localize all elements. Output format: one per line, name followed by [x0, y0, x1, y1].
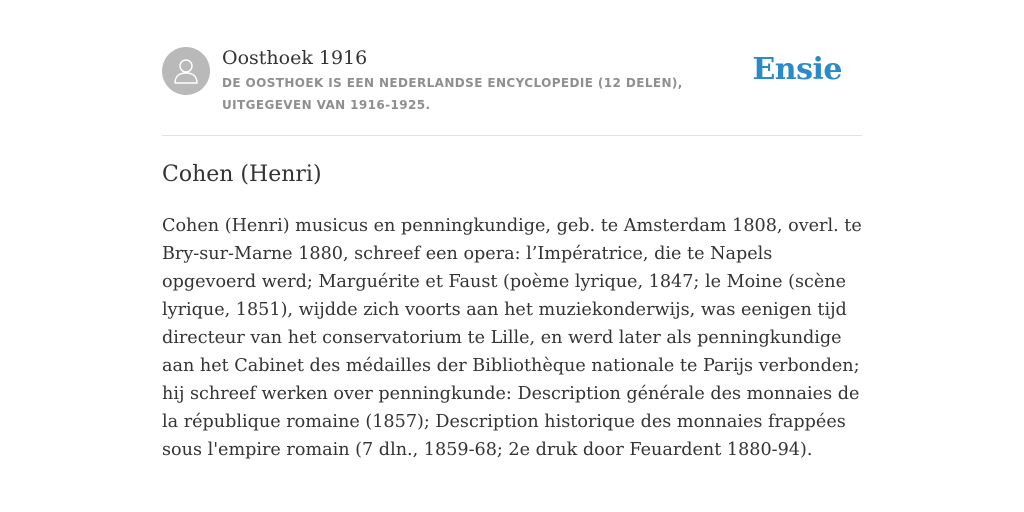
entry-card — [162, 0, 862, 460]
user-outline-icon — [173, 57, 199, 85]
source-avatar[interactable] — [162, 47, 210, 95]
source-description: DE OOSTHOEK IS EEN NEDERLANDSE ENCYCLOPEDIE (12 DELEN), UITGEGEVEN VAN 1916-1925. — [222, 76, 683, 112]
source-name[interactable]: Oosthoek 1916 — [222, 47, 368, 69]
source-header — [162, 0, 862, 136]
article-title: Cohen (Henri) — [162, 162, 322, 187]
ensie-logo[interactable]: Ensie — [752, 52, 842, 87]
article-body: Cohen (Henri) musicus en penningkundige, geb. te Amsterdam 1808, overl. te Bry-sur-Marne 1880, schreef een opera: l’Impératrice, die te Napels opgevoerd werd; Marguérite et Faust (poème lyrique, 1847; le Moine (scène lyrique, 1851), wijdde zich voorts aan het muziekonderwijs, was eenigen tijd directeur van het conservatorium te Lille, en werd later als penningkundige aan het Cabinet des médailles der Bibliothèque nationale te Parijs verbonden; hij schreef werken over penningkunde: Description générale des monnaies de la république romaine (1857); Description historique des monnaies frappées sous l'empire romain (7 dln., 1859-68; 2e druk door Feuardent 1880-94). — [162, 216, 862, 460]
